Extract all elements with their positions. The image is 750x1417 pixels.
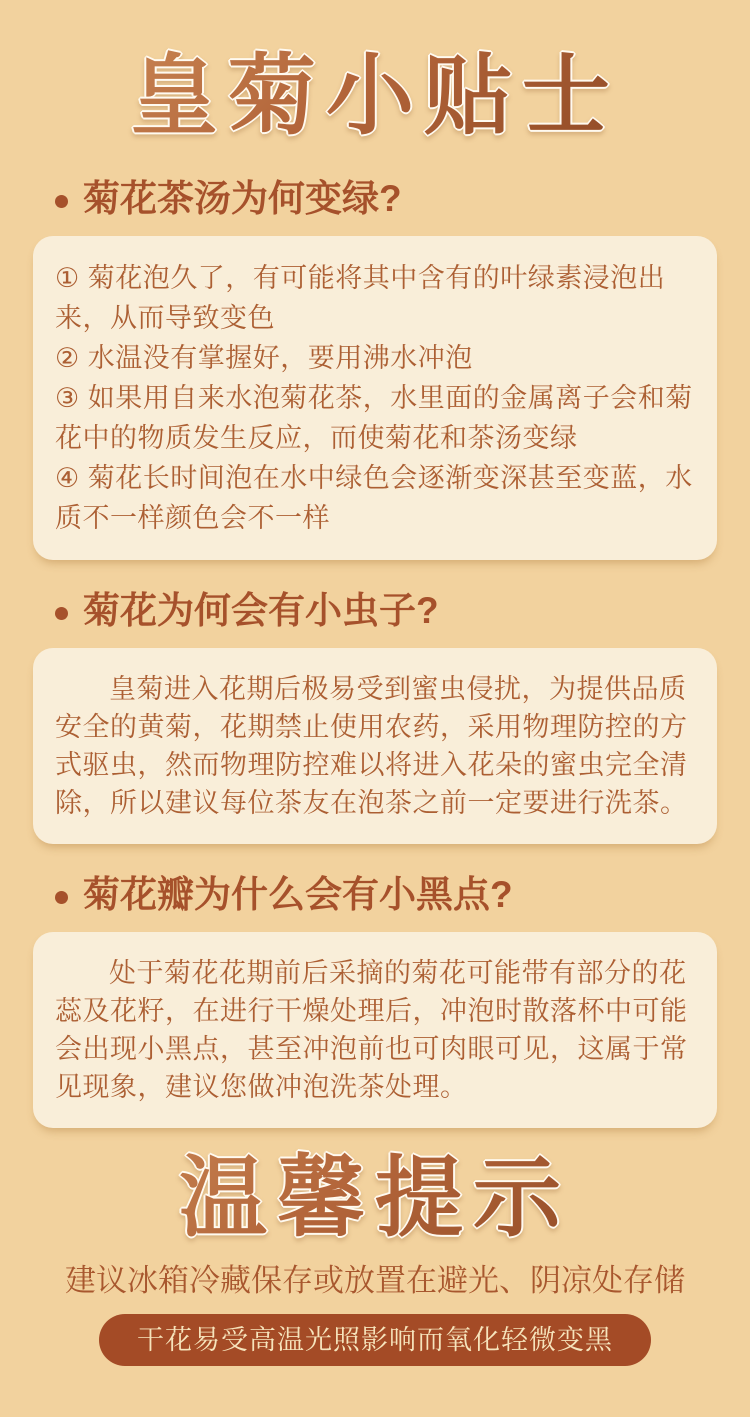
page-title: 皇菊小贴士 (0, 48, 750, 148)
warm-tips-title: 温馨提示 (0, 1150, 750, 1250)
section-small-insects (33, 588, 717, 844)
warning-pill-badge: 干花易受高温光照影响而氧化轻微变黑 (99, 1314, 651, 1366)
tip-paragraph: ② 水温没有掌握好，要用沸水冲泡 (55, 343, 473, 373)
tip-card (33, 236, 717, 560)
section-black-dots (33, 872, 717, 1128)
section-heading-row (33, 588, 717, 634)
section-heading: 菊花为何会有小虫子? (83, 590, 439, 631)
bullet-icon (55, 195, 68, 208)
tip-paragraph: ④ 菊花长时间泡在水中绿色会逐渐变深甚至变蓝，水质不一样颜色会不一样 (55, 463, 693, 533)
tip-card (33, 932, 717, 1128)
bullet-icon (55, 607, 68, 620)
tip-paragraph: 皇菊进入花期后极易受到蜜虫侵扰，为提供品质安全的黄菊，花期禁止使用农药，采用物理防控的方式驱虫，然而物理防控难以将进入花朵的蜜虫完全清除，所以建议每位茶友在泡茶之前一定要进行洗茶。 (55, 674, 688, 818)
section-heading: 菊花茶汤为何变绿? (83, 178, 402, 219)
tip-card (33, 648, 717, 844)
tip-paragraph: ③ 如果用自来水泡菊花茶，水里面的金属离子会和菊花中的物质发生反应，而使菊花和茶汤变绿 (55, 383, 693, 453)
section-heading-row (33, 872, 717, 918)
tip-paragraph: ① 菊花泡久了，有可能将其中含有的叶绿素浸泡出来，从而导致变色 (55, 263, 666, 333)
storage-note: 建议冰箱冷藏保存或放置在避光、阴凉处存储 (65, 1263, 685, 1298)
section-heading-row (33, 176, 717, 222)
section-heading: 菊花瓣为什么会有小黑点? (83, 874, 513, 915)
tip-paragraph: 处于菊花花期前后采摘的菊花可能带有部分的花蕊及花籽，在进行干燥处理后，冲泡时散落杯中可能会出现小黑点，甚至冲泡前也可肉眼可见，这属于常见现象，建议您做冲泡洗茶处理。 (55, 958, 688, 1102)
section-tea-turns-green (33, 176, 717, 560)
bullet-icon (55, 891, 68, 904)
